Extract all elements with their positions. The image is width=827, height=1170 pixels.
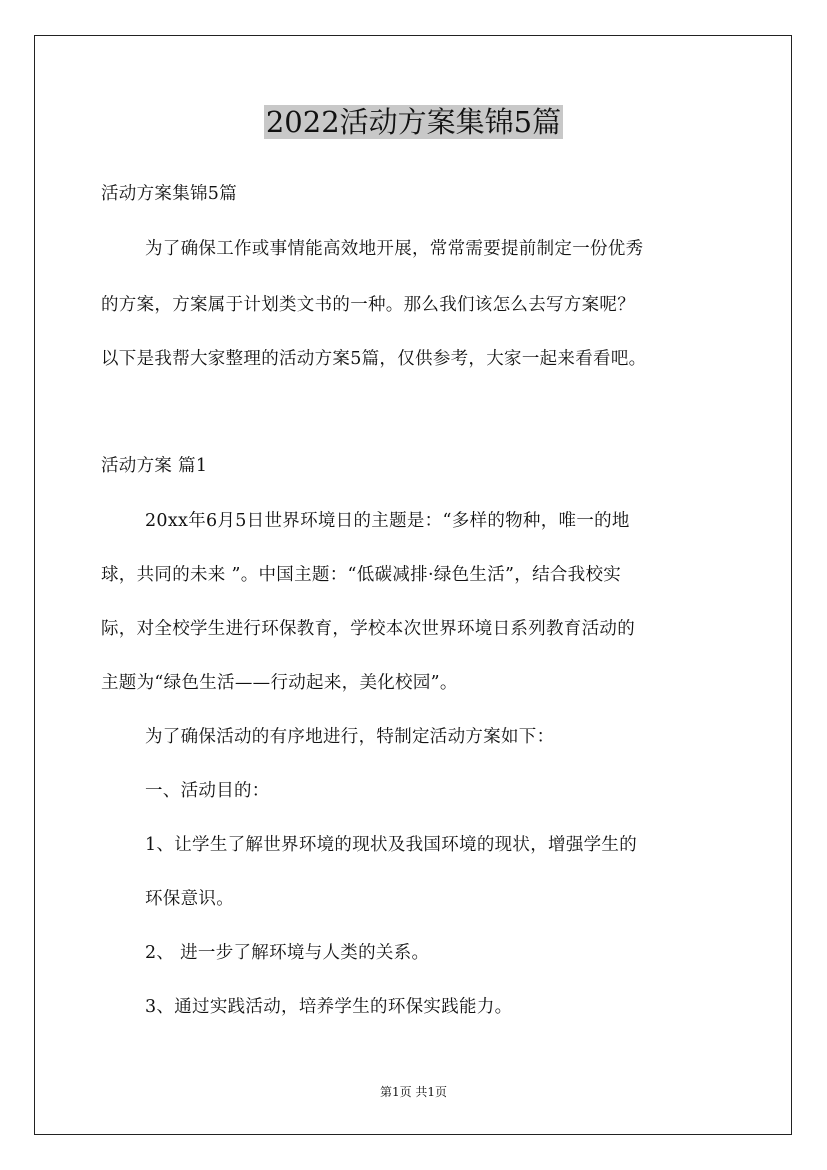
intro-line-1: 为了确保工作或事情能高效地开展，常常需要提前制定一份优秀 — [145, 239, 644, 259]
page-footer: 第1页 共1页 — [379, 1085, 448, 1099]
body-line-5: 为了确保活动的有序地进行，特制定活动方案如下： — [145, 727, 555, 747]
intro-line-2: 的方案，方案属于计划类文书的一种。那么我们该怎么去写方案呢？ — [101, 295, 635, 315]
body-line-10: 3、通过实践活动，培养学生的环保实践能力。 — [145, 997, 513, 1017]
body-line-8: 环保意识。 — [145, 889, 234, 909]
document-title-text: 2022活动方案集锦5篇 — [265, 105, 562, 139]
body-line-2: 球，共同的未来 ”。中国主题：“低碳减排·绿色生活”，结合我校实 — [101, 565, 622, 585]
body-line-1: 20xx年6月5日世界环境日的主题是：“多样的物种，唯一的地 — [145, 511, 630, 531]
intro-line-3: 以下是我帮大家整理的活动方案5篇，仅供参考，大家一起来看看吧。 — [101, 349, 647, 369]
document-subtitle: 活动方案集锦5篇 — [101, 184, 238, 204]
section-heading: 活动方案 篇1 — [101, 456, 208, 476]
body-line-6: 一、活动目的： — [145, 781, 270, 801]
document-title — [0, 100, 827, 144]
body-line-7: 1、让学生了解世界环境的现状及我国环境的现状，增强学生的 — [145, 835, 638, 855]
body-line-3: 际，对全校学生进行环保教育，学校本次世界环境日系列教育活动的 — [101, 619, 635, 639]
body-line-9: 2、 进一步了解环境与人类的关系。 — [145, 943, 430, 963]
body-line-4: 主题为“绿色生活——行动起来，美化校园”。 — [101, 673, 458, 693]
